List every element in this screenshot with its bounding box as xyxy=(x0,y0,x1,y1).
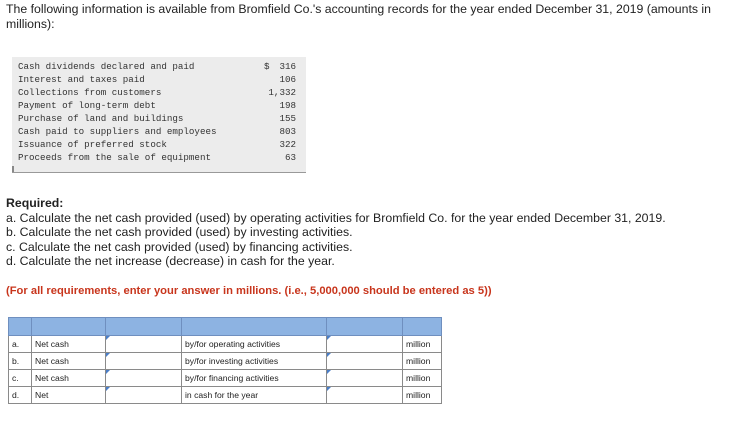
record-label: Cash paid to suppliers and employees xyxy=(18,126,217,137)
record-label: Issuance of preferred stock xyxy=(18,139,167,150)
record-value: 316 xyxy=(279,61,296,72)
answer-table-header xyxy=(9,318,442,336)
record-row xyxy=(18,125,296,138)
row-label: Net cash xyxy=(32,336,106,353)
header-cell xyxy=(9,318,32,336)
row-unit: million xyxy=(403,353,442,370)
header-cell xyxy=(403,318,442,336)
required-item-d: d. Calculate the net increase (decrease) in cash for the year. xyxy=(6,254,335,269)
row-label: Net cash xyxy=(32,370,106,387)
record-value: 322 xyxy=(279,139,296,150)
header-cell xyxy=(32,318,106,336)
row-letter: d. xyxy=(9,387,32,404)
amount-input[interactable] xyxy=(327,336,402,352)
row-letter: a. xyxy=(9,336,32,353)
record-value: 803 xyxy=(279,126,296,137)
amount-input-cell xyxy=(327,387,403,404)
row-description: by/for investing activities xyxy=(182,353,327,370)
record-value: 106 xyxy=(279,74,296,85)
record-label: Collections from customers xyxy=(18,87,162,98)
provided-used-select[interactable] xyxy=(106,353,181,369)
answer-row-a xyxy=(9,336,442,353)
accounting-records-panel xyxy=(12,57,306,173)
required-title: Required: xyxy=(6,196,64,210)
record-row xyxy=(18,73,296,86)
row-description: by/for financing activities xyxy=(182,370,327,387)
provided-used-select-cell xyxy=(106,370,182,387)
row-letter: c. xyxy=(9,370,32,387)
provided-used-select[interactable] xyxy=(106,370,181,386)
row-description: by/for operating activities xyxy=(182,336,327,353)
answer-row-b xyxy=(9,353,442,370)
amount-input[interactable] xyxy=(327,370,402,386)
record-label: Interest and taxes paid xyxy=(18,74,145,85)
row-letter: b. xyxy=(9,353,32,370)
increase-decrease-select[interactable] xyxy=(106,387,181,403)
row-label: Net xyxy=(32,387,106,404)
header-cell xyxy=(182,318,327,336)
amount-input[interactable] xyxy=(327,353,402,369)
panel-edge-marker xyxy=(12,166,14,172)
record-row xyxy=(18,138,296,151)
answer-table xyxy=(8,317,442,404)
record-label: Proceeds from the sale of equipment xyxy=(18,152,211,163)
answer-instruction: (For all requirements, enter your answer in millions. (i.e., 5,000,000 should be entered as 5)) xyxy=(6,285,492,297)
record-dollar-sign: $ xyxy=(264,61,270,72)
row-description: in cash for the year xyxy=(182,387,327,404)
row-unit: million xyxy=(403,387,442,404)
required-item-a: a. Calculate the net cash provided (used) by operating activities for Bromfield Co. for the year ended December 31, 2019. xyxy=(6,210,666,225)
row-label: Net cash xyxy=(32,353,106,370)
required-section xyxy=(6,196,666,269)
record-value: 1,332 xyxy=(268,87,296,98)
provided-used-select-cell xyxy=(106,353,182,370)
amount-input-cell xyxy=(327,353,403,370)
header-cell xyxy=(327,318,403,336)
record-label: Payment of long-term debt xyxy=(18,100,156,111)
record-row xyxy=(18,99,296,112)
problem-intro: The following information is available from Bromfield Co.'s accounting records for the year ended December 31, 2019 (amounts in millions): xyxy=(6,2,711,31)
required-item-b: b. Calculate the net cash provided (used) by investing activities. xyxy=(6,225,353,240)
answer-row-d xyxy=(9,387,442,404)
row-unit: million xyxy=(403,336,442,353)
record-value: 155 xyxy=(279,113,296,124)
required-item-c: c. Calculate the net cash provided (used) by financing activities. xyxy=(6,239,353,254)
record-row xyxy=(18,112,296,125)
provided-used-select[interactable] xyxy=(106,336,181,352)
amount-input-cell xyxy=(327,336,403,353)
record-label: Purchase of land and buildings xyxy=(18,113,184,124)
record-value: 63 xyxy=(284,152,296,163)
row-unit: million xyxy=(403,370,442,387)
provided-used-select-cell xyxy=(106,336,182,353)
answer-row-c xyxy=(9,370,442,387)
record-row xyxy=(18,86,296,99)
header-cell xyxy=(106,318,182,336)
record-value: 198 xyxy=(279,100,296,111)
record-row xyxy=(18,60,296,73)
amount-input-cell xyxy=(327,370,403,387)
record-row xyxy=(18,151,296,164)
increase-decrease-select-cell xyxy=(106,387,182,404)
amount-input[interactable] xyxy=(327,387,402,403)
record-label: Cash dividends declared and paid xyxy=(18,61,195,72)
